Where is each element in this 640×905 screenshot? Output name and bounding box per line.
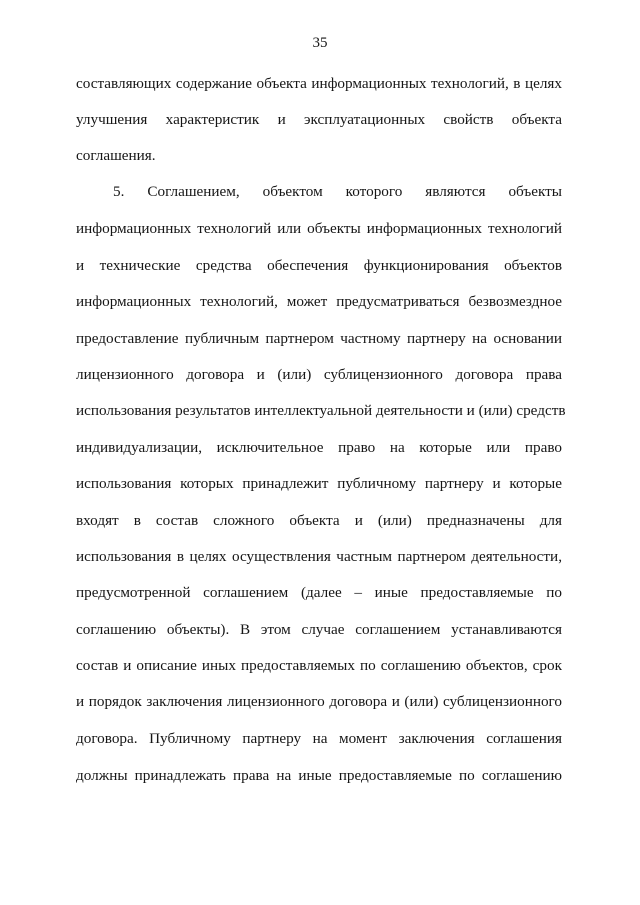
text-line: информационных технологий, может предусматриваться безвозмездное <box>76 293 562 310</box>
text-line: использования результатов интеллектуальной деятельности и (или) средств <box>76 402 566 419</box>
text-line: предусмотренной соглашением (далее – иные предоставляемые по <box>76 584 562 601</box>
text-line: состав и описание иных предоставляемых по соглашению объектов, срок <box>76 657 562 674</box>
text-line: использования в целях осуществления частным партнером деятельности, <box>76 548 562 565</box>
text-line: улучшения характеристик и эксплуатационных свойств объекта <box>76 111 562 128</box>
text-line: составляющих содержание объекта информационных технологий, в целях <box>76 75 562 92</box>
text-line: индивидуализации, исключительное право на которые или право <box>76 439 562 456</box>
text-line: лицензионного договора и (или) сублицензионного договора права <box>76 366 562 383</box>
text-line: соглашения. <box>76 147 156 164</box>
text-line: и порядок заключения лицензионного договора и (или) сублицензионного <box>76 693 562 710</box>
page-number: 35 <box>312 35 328 51</box>
text-line: соглашению объекты). В этом случае соглашением устанавливаются <box>76 621 562 638</box>
text-line: должны принадлежать права на иные предоставляемые по соглашению <box>76 767 562 784</box>
text-line: использования которых принадлежит публичному партнеру и которые <box>76 475 562 492</box>
text-line: входят в состав сложного объекта и (или) предназначены для <box>76 512 562 529</box>
text-line: предоставление публичным партнером частному партнеру на основании <box>76 330 562 347</box>
text-line: и технические средства обеспечения функционирования объектов <box>76 257 562 274</box>
paragraph-first-line: 5. Соглашением, объектом которого являются объекты <box>113 183 562 200</box>
text-line: информационных технологий или объекты информационных технологий <box>76 220 562 237</box>
text-line: договора. Публичному партнеру на момент заключения соглашения <box>76 730 562 747</box>
